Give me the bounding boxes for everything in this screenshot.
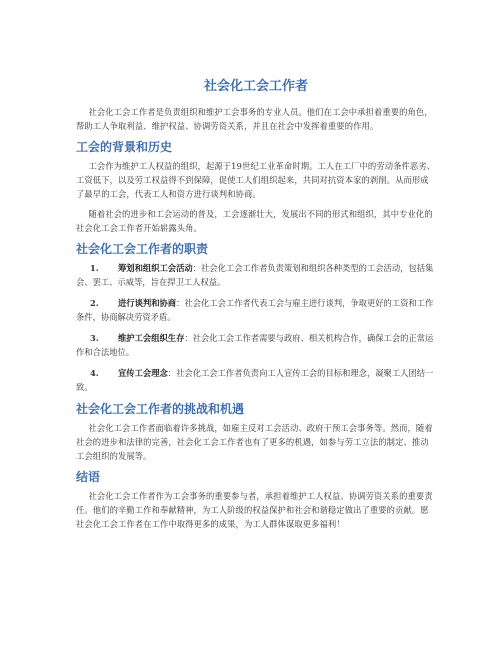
duty-item-number: 4. [90,368,99,378]
duty-item-text: 社会化工会工作者负责向工人宣传工会的目标和理念，凝聚工人团结一致。 [76,368,434,392]
duty-item-number: 3. [90,333,99,343]
section-heading-challenges: 社会化工会工作者的挑战和机遇 [76,402,245,416]
background-paragraph-1: 工会作为维护工人权益的组织，起源于19世纪工业革命时期。工人在工厂中的劳动条件恶劣、工资低下，以及劳工权益得不到保障，促使工人们组织起来，共同对抗资本家的剥削。从而形成了最早的工会，代表工人和资方进行谈判和协商。 [76,161,436,199]
section-heading-conclusion: 结语 [76,470,101,484]
section-heading-background: 工会的背景和历史 [76,140,173,154]
background-paragraph-2: 随着社会的进步和工会运动的普及，工会逐渐壮大，发展出不同的形式和组织，其中专业化的社会化工会工作者开始崭露头角。 [76,209,433,233]
section-heading-duties: 社会化工会工作者的职责 [76,242,209,256]
duty-item-term: 进行谈判和协商 [118,298,177,308]
duty-item-term: 筹划和组织工会活动 [118,263,193,273]
duty-item-text: 社会化工会工作者需要与政府、相关机构合作，确保工会的正常运作和合法地位。 [76,333,434,357]
duty-item-term: 维护工会组织生存 [118,333,185,343]
intro-paragraph: 社会化工会工作者是负责组织和维护工会事务的专业人员。他们在工会中承担着重要的角色，帮助工人争取利益、维护权益、协调劳资关系，并且在社会中发挥着重要的作用。 [76,107,433,131]
duty-item-separator: ： [184,333,193,343]
duty-item-separator: ： [192,263,201,273]
challenges-paragraph: 社会化工会工作者面临着许多挑战，如雇主反对工会活动、政府干预工会事务等。然而，随着社会的进步和法律的完善，社会化工会工作者也有了更多的机遇，如参与劳工立法的制定、推动工会组织的发展等。 [76,423,433,461]
duty-item-text: 社会化工会工作者负责策划和组织各种类型的工会活动，包括集会、罢工、示威等，旨在捍卫工人权益。 [76,263,434,287]
duty-item-separator: ： [167,368,177,378]
duty-item-1 [76,261,436,289]
duty-item-number: 1. [90,263,99,273]
duty-item-2 [76,296,436,324]
duty-item-4 [76,366,436,394]
duty-item-3 [76,331,436,359]
duty-item-term: 宣传工会理念 [118,368,168,378]
document-title: 社会化工会工作者 [203,79,308,94]
duty-item-separator: ： [176,298,185,308]
conclusion-paragraph: 社会化工会工作者作为工会事务的重要参与者，承担着维护工人权益、协调劳资关系的重要责任。他们的辛勤工作和奉献精神，为工人阶级的权益保护和社会和谐稳定做出了重要的贡献。愿社会化工会工作者在工作中取得更多的成果，为工人群体谋取更多福利！ [76,491,433,529]
duty-item-text: 社会化工会工作者代表工会与雇主进行谈判，争取更好的工资和工作条件，协商解决劳资矛盾。 [76,298,434,322]
duty-item-number: 2. [90,298,99,308]
